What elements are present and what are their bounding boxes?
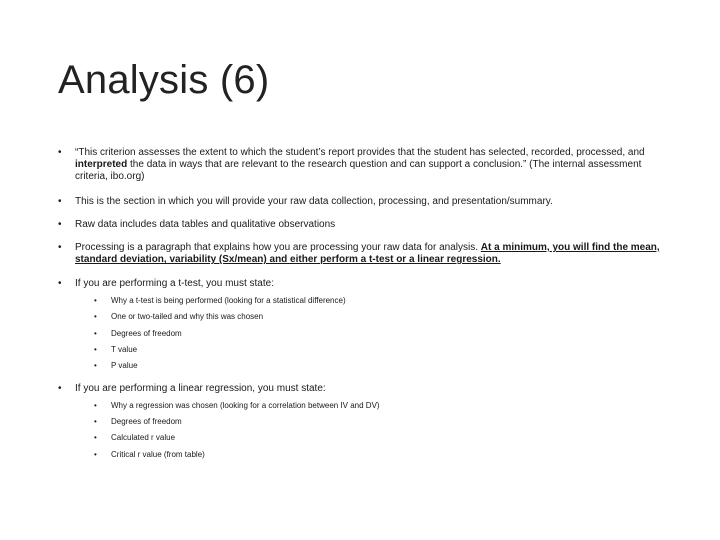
sub-bullet-text: P value: [111, 361, 138, 370]
bullet-icon: •: [94, 361, 97, 370]
bullet-icon: •: [94, 433, 97, 442]
bullet-icon: •: [58, 147, 62, 158]
bullet-text: If you are performing a linear regression, you must state:: [75, 383, 326, 394]
slide-title: Analysis (6): [58, 58, 270, 102]
sub-bullet-text: T value: [111, 345, 138, 354]
bullet-item-t-test: [58, 278, 662, 290]
bullet-icon: •: [58, 383, 62, 394]
bullet-icon: •: [94, 345, 97, 354]
sub-bullet-item: [94, 401, 654, 411]
bullet-text: Raw data includes data tables and qualitative observations: [75, 219, 336, 230]
sub-bullet-item: [94, 450, 654, 460]
bullet-icon: •: [94, 401, 97, 410]
processing-text: Processing is a paragraph that explains how you are processing your raw data for analysis.: [75, 242, 481, 253]
sub-bullet-text: Critical r value (from table): [111, 450, 205, 459]
sub-bullet-item: [94, 296, 654, 306]
sub-bullet-text: Why a regression was chosen (looking for a correlation between IV and DV): [111, 401, 380, 410]
bullet-icon: •: [58, 219, 62, 230]
bullet-item-raw-data: [58, 219, 662, 231]
sub-bullet-text: Degrees of freedom: [111, 417, 182, 426]
sub-bullet-item: [94, 345, 654, 355]
bullet-item-section-description: [58, 196, 662, 208]
bullet-text: [75, 147, 662, 184]
sub-bullet-item: [94, 361, 654, 371]
criterion-quote-start: “This criterion assesses the extent to which the student’s report provides that the student has selected, recorded, processed, and: [75, 147, 645, 158]
bullet-icon: •: [58, 242, 62, 253]
bullet-text: If you are performing a t-test, you must state:: [75, 278, 274, 289]
sub-bullet-text: Degrees of freedom: [111, 329, 182, 338]
sub-bullet-text: Why a t-test is being performed (looking for a statistical difference): [111, 296, 346, 305]
sub-bullet-item: [94, 433, 654, 443]
sub-bullet-text: Calculated r value: [111, 433, 176, 442]
sub-bullet-text: One or two-tailed and why this was chosen: [111, 312, 264, 321]
bullet-item-linear-regression: [58, 383, 662, 395]
bullet-icon: •: [58, 196, 62, 207]
processing-emphasis: At a minimum, you will find the mean, standard deviation, variability (Sx/mean) and either perform a t-test or a linear regression.: [75, 242, 660, 266]
bullet-icon: •: [94, 329, 97, 338]
bullet-item-criterion: [58, 147, 662, 184]
sub-bullet-item: [94, 329, 654, 339]
bullet-icon: •: [94, 312, 97, 321]
bullet-text: This is the section in which you will provide your raw data collection, processing, and presentation/summary.: [75, 196, 553, 207]
bullet-item-processing: [58, 242, 662, 266]
bullet-icon: •: [94, 450, 97, 459]
sub-bullet-item: [94, 312, 654, 322]
criterion-quote-end: the data in ways that are relevant to the research question and can support a conclusion.” (The internal assessment criteria, ibo.org): [75, 159, 642, 183]
bullet-icon: •: [58, 278, 62, 289]
sub-bullet-item: [94, 417, 654, 427]
bullet-icon: •: [94, 296, 97, 305]
criterion-bold-word: interpreted: [75, 159, 128, 171]
bullet-text: [75, 242, 662, 266]
bullet-icon: •: [94, 417, 97, 426]
